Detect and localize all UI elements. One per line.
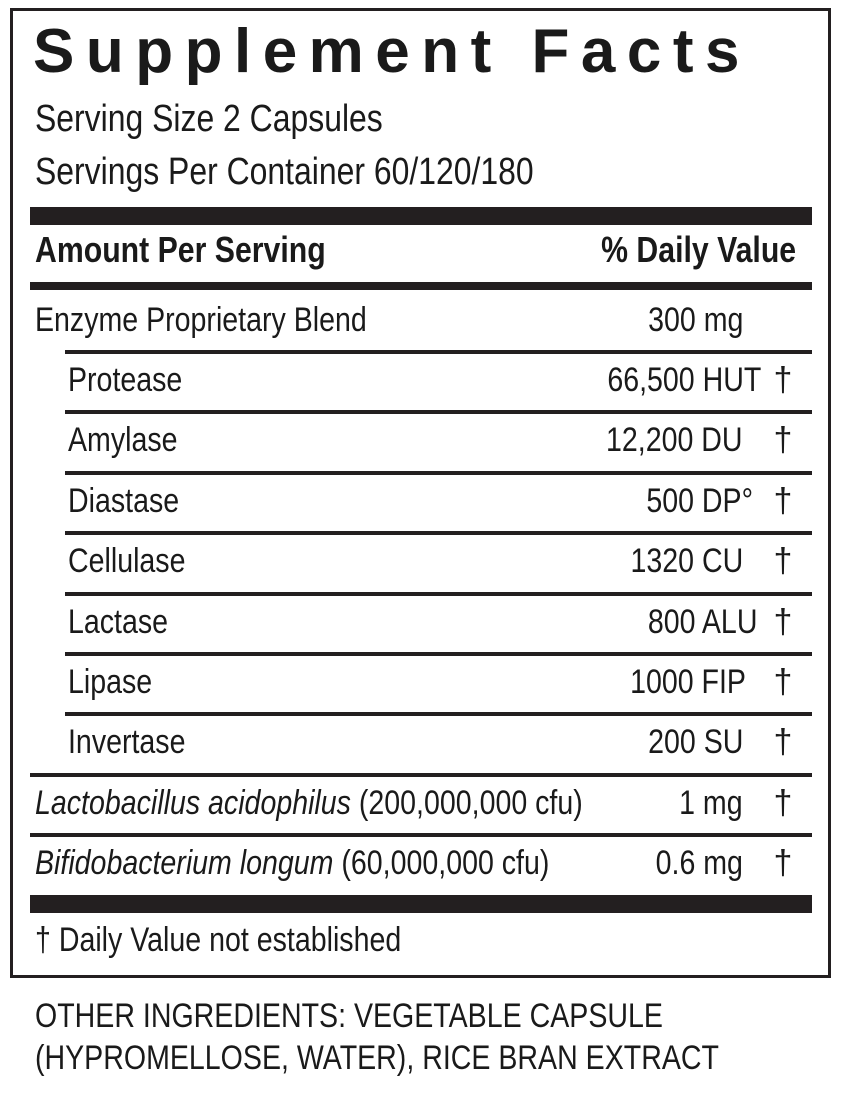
probiotic-bifidobacterium: Bifidobacterium longum (60,000,000 cfu) [35, 844, 550, 882]
amount-per-serving-text: Amount Per Serving [35, 229, 326, 270]
enzyme-amount-diastase: 500 DP° [646, 482, 753, 520]
daily-value-text: % Daily Value [601, 229, 796, 270]
enzyme-name-diastase: Diastase [68, 482, 180, 520]
serving-size-text: Serving Size 2 Capsules [35, 98, 383, 140]
enzyme-amount-amylase: 12,200 DU [606, 421, 743, 459]
servings-per-container-text: Servings Per Container 60/120/180 [35, 151, 534, 193]
daily-value-header [564, 228, 796, 272]
thick-divider-bottom [30, 895, 812, 913]
row-divider [65, 592, 812, 596]
dagger-icon: † [773, 723, 793, 761]
blend-name [35, 298, 430, 342]
blend-amount-text: 300 mg [647, 301, 743, 339]
dagger-icon: † [773, 603, 793, 641]
probiotic-lactobacillus: Lactobacillus acidophilus (200,000,000 cfu) [35, 784, 583, 822]
enzyme-amount-lactase: 800 ALU [647, 603, 757, 641]
row-divider [65, 410, 812, 414]
probiotic-amount-bifidobacterium: 0.6 mg [655, 844, 743, 882]
enzyme-name-invertase: Invertase [68, 723, 186, 761]
dagger-icon: † [773, 542, 793, 580]
row-divider [65, 350, 812, 354]
row-divider [30, 773, 812, 777]
probiotic-amount-lactobacillus: 1 mg [679, 784, 743, 822]
dagger-icon: † [773, 421, 793, 459]
enzyme-amount-lipase: 1000 FIP [630, 663, 746, 701]
enzyme-name-lipase: Lipase [68, 663, 153, 701]
blend-amount [630, 298, 743, 342]
footnote: † Daily Value not established [35, 921, 402, 959]
blend-name-text: Enzyme Proprietary Blend [35, 301, 367, 339]
enzyme-amount-cellulase: 1320 CU [630, 542, 743, 580]
dagger-icon: † [773, 482, 793, 520]
serving-size [35, 97, 449, 141]
enzyme-name-lactase: Lactase [68, 603, 169, 641]
row-divider [30, 833, 812, 837]
row-divider [65, 531, 812, 535]
enzyme-name-protease: Protease [68, 361, 183, 399]
dagger-icon: † [773, 663, 793, 701]
amount-per-serving-header [35, 228, 381, 272]
dagger-icon: † [773, 361, 793, 399]
enzyme-amount-protease: 66,500 HUT [607, 361, 761, 399]
row-divider [65, 652, 812, 656]
dagger-icon: † [773, 784, 793, 822]
panel-title: Supplement Facts [33, 17, 751, 86]
other-ingredients-line2: (HYPROMELLOSE, WATER), RICE BRAN EXTRACT [35, 1039, 719, 1077]
enzyme-name-cellulase: Cellulase [68, 542, 186, 580]
enzyme-amount-invertase: 200 SU [647, 723, 743, 761]
enzyme-name-amylase: Amylase [68, 421, 178, 459]
dagger-icon: † [773, 844, 793, 882]
medium-divider [30, 282, 812, 290]
row-divider [65, 712, 812, 716]
other-ingredients-line1: OTHER INGREDIENTS: VEGETABLE CAPSULE [35, 997, 663, 1035]
servings-per-container [35, 150, 629, 194]
thick-divider-top [30, 207, 812, 225]
row-divider [65, 471, 812, 475]
